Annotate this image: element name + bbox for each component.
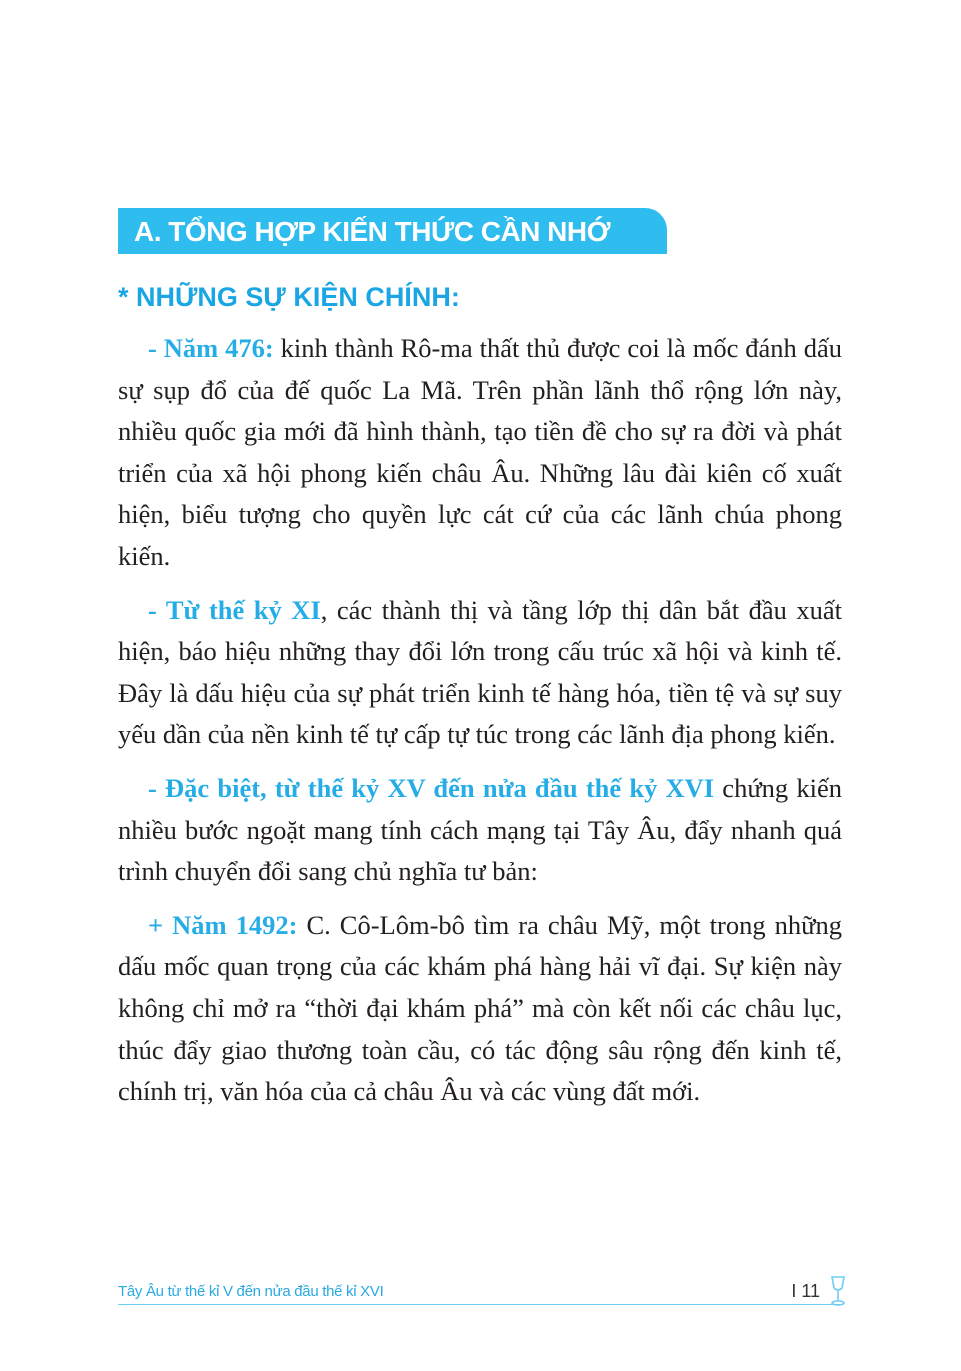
paragraph-text: C. Cô-Lôm-bô tìm ra châu Mỹ, một trong những dấu mốc quan trọng của các khám phá hàng hải vĩ đại. Sự kiện này không chỉ mở ra “thời đại khám phá” mà còn kết nối các châu lục, thúc đẩy giao thương toàn cầu, có tác động sâu rộng đến kinh tế, chính trị, văn hóa của cả châu Âu và các vùng đất mới. <box>118 909 842 1107</box>
body-text <box>118 328 842 1125</box>
paragraph <box>118 905 842 1113</box>
paragraph-text: chứng kiến nhiều bước ngoặt mang tính cách mạng tại Tây Âu, đẩy nhanh quá trình chuyển đổi sang chủ nghĩa tư bản: <box>118 772 842 887</box>
paragraph <box>118 768 842 893</box>
paragraph <box>118 328 842 578</box>
footer-title: Tây Âu từ thế kỉ V đến nửa đầu thế kỉ XVI <box>118 1283 384 1300</box>
section-banner <box>118 208 667 254</box>
page-number: I 11 <box>791 1281 820 1301</box>
paragraph-text: , các thành thị và tầng lớp thị dân bắt đầu xuất hiện, báo hiệu những thay đổi lớn trong cấu trúc xã hội và kinh tế. Đây là dấu hiệu của sự phát triển kinh tế hàng hóa, tiền tệ và sự suy yếu dần của nền kinh tế tự cấp tự túc trong các lãnh địa phong kiến. <box>118 594 842 750</box>
goblet-icon <box>830 1276 846 1306</box>
paragraph-lead: - Năm 476: <box>148 333 274 363</box>
section-title: A. TỔNG HỢP KIẾN THỨC CẦN NHỚ <box>134 216 610 247</box>
subheading: * NHỮNG SỰ KIỆN CHÍNH: <box>118 282 460 312</box>
paragraph-text: kinh thành Rô-ma thất thủ được coi là mốc đánh dấu sự sụp đổ của đế quốc La Mã. Trên phần lãnh thổ rộng lớn này, nhiều quốc gia mới đã hình thành, tạo tiền đề cho sự ra đời và phát triển của xã hội phong kiến châu Âu. Những lâu đài kiên cố xuất hiện, biểu tượng cho quyền lực cát cứ của các lãnh chúa phong kiến. <box>118 333 842 571</box>
page-footer <box>118 1282 842 1305</box>
paragraph <box>118 590 842 756</box>
paragraph-lead: - Từ thế kỷ XI <box>148 594 321 625</box>
paragraph-lead: - Đặc biệt, từ thế kỷ XV đến nửa đầu thế kỷ XVI <box>148 772 715 803</box>
paragraph-lead: + Năm 1492: <box>148 909 298 940</box>
